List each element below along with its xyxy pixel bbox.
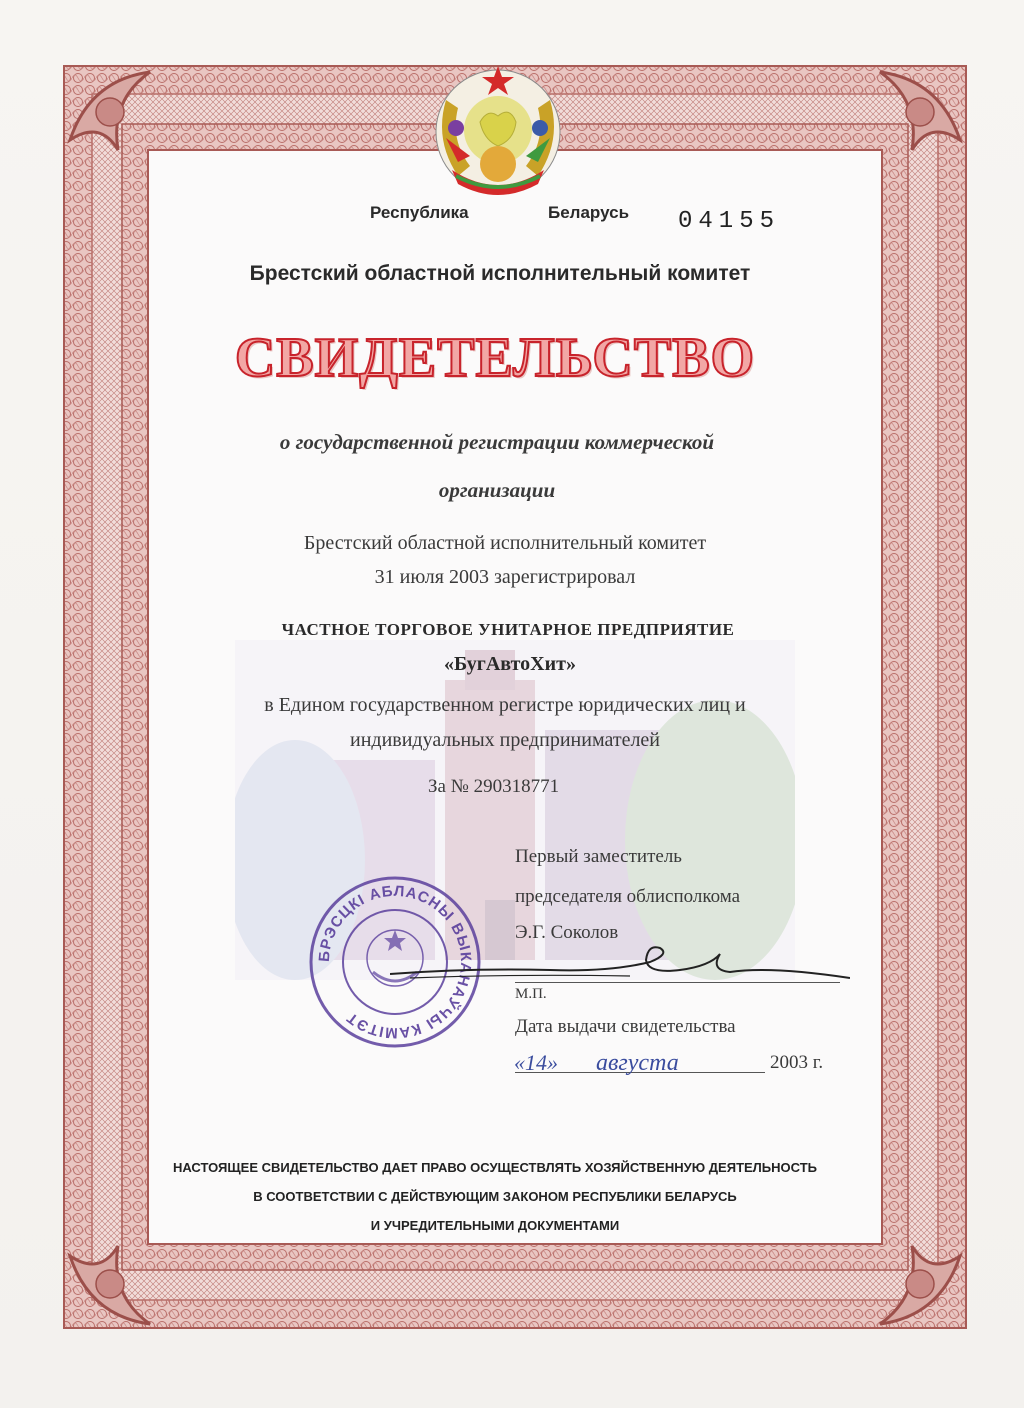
issue-day: «14» — [514, 1050, 558, 1075]
signatory-position-1: Первый заместитель — [515, 846, 682, 867]
issue-month: августа — [596, 1050, 679, 1076]
register-line-1: в Едином государственном регистре юридических лиц и — [264, 694, 746, 716]
subtitle-line-2: организации — [438, 478, 556, 502]
country-label: Беларусь — [548, 203, 630, 222]
register-line-2: индивидуальных предпринимателей — [350, 729, 660, 751]
stamp-ring-text: БРЭСЦКІ АБЛАСНЫ ВЫКАНАЎЧЫ КАМІТЭТ — [315, 882, 475, 1042]
registering-authority: Брестский областной исполнительный комитет — [303, 532, 707, 554]
registration-number: За № 290318771 — [428, 776, 560, 797]
registration-date: 31 июля 2003 зарегистрировал — [374, 566, 636, 588]
footer-line-1: НАСТОЯЩЕЕ СВИДЕТЕЛЬСТВО ДАЕТ ПРАВО ОСУЩЕСТВЛЯТЬ ХОЗЯЙСТВЕННУЮ ДЕЯТЕЛЬНОСТЬ — [172, 1160, 817, 1175]
issue-date-label: Дата выдачи свидетельства — [515, 1016, 736, 1037]
organization-type: ЧАСТНОЕ ТОРГОВОЕ УНИТАРНОЕ ПРЕДПРИЯТИЕ — [281, 620, 735, 639]
footer-line-3: И УЧРЕДИТЕЛЬНЫМИ ДОКУМЕНТАМИ — [370, 1218, 620, 1233]
issue-year: 2003 г. — [770, 1052, 824, 1073]
signatory-position-2: председателя облисполкома — [515, 886, 741, 907]
subtitle-line-1: о государственной регистрации коммерческой — [279, 430, 715, 454]
organization-name: «БугАвтоХит» — [444, 653, 576, 675]
coat-of-arms-emblem — [418, 60, 578, 200]
republic-label: Республика — [370, 203, 469, 222]
handwritten-signature — [390, 940, 850, 1000]
document-title: СВИДЕТЕЛЬСТВО — [234, 327, 756, 389]
seal-place-label: М.П. — [515, 986, 547, 1002]
issuing-authority: Брестский областной исполнительный комитет — [249, 262, 751, 285]
footer-line-2: В СООТВЕТСТВИИ С ДЕЙСТВУЮЩИМ ЗАКОНОМ РЕСПУБЛИКИ БЕЛАРУСЬ — [253, 1189, 737, 1204]
serial-number: 04155 — [678, 208, 781, 235]
signatory-name: Э.Г. Соколов — [515, 922, 619, 943]
